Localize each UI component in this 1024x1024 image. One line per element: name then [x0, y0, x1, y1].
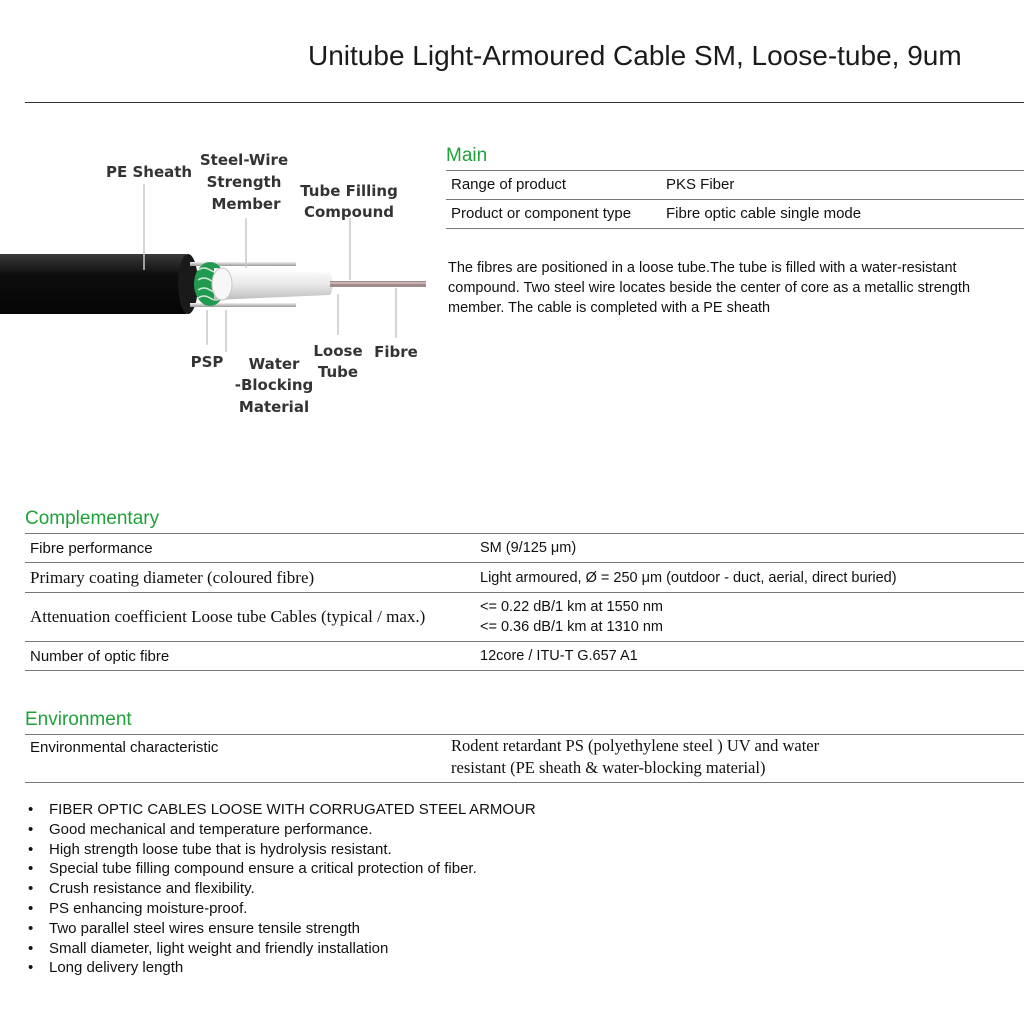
table-cell-key: Attenuation coefficient Loose tube Cables (typical / max.)	[30, 607, 426, 626]
list-item: • Good mechanical and temperature performance.	[25, 820, 536, 840]
label-steel-wire-3: Member	[211, 195, 281, 213]
pe-sheath-shape	[0, 254, 191, 314]
title-divider	[25, 102, 1024, 103]
table-cell-key: Fibre performance	[30, 539, 153, 557]
table-row	[25, 562, 1024, 592]
environment-heading: Environment	[25, 709, 132, 730]
description-line: The fibres are positioned in a loose tube.The tube is filled with a water-resistant	[448, 260, 957, 276]
label-loose-2: Tube	[317, 363, 359, 381]
list-item: • PS enhancing moisture-proof.	[25, 899, 536, 919]
label-water-1: Water	[248, 355, 300, 373]
main-row-key: Range of product	[451, 176, 567, 193]
main-row-value: Fibre optic cable single mode	[666, 205, 862, 222]
table-row	[25, 641, 1024, 671]
value-line: <= 0.22 dB/1 km at 1550 nm	[480, 599, 663, 615]
label-tube-filling-2: Compound	[303, 203, 395, 221]
table-cell-value	[480, 538, 1024, 558]
environment-value	[451, 735, 819, 779]
list-item: • Small diameter, light weight and friendly installation	[25, 939, 536, 959]
label-loose-1: Loose	[313, 342, 363, 360]
complementary-table	[25, 533, 1024, 671]
cable-cross-section-illustration	[0, 140, 430, 420]
table-cell-value	[480, 568, 1024, 588]
label-steel-wire-2: Strength	[206, 173, 282, 191]
main-description	[448, 258, 1024, 318]
table-cell-key: Number of optic fibre	[30, 647, 170, 665]
value-line: Rodent retardant PS (polyethylene steel ) UV and water	[451, 736, 820, 755]
table-row	[25, 592, 1024, 641]
cable-diagram	[0, 140, 430, 420]
list-item: • Long delivery length	[25, 958, 536, 978]
environment-key: Environmental characteristic	[30, 739, 219, 756]
main-heading: Main	[446, 145, 488, 166]
value-line: 12core / ITU-T G.657 A1	[480, 648, 638, 664]
label-pe-sheath: PE Sheath	[106, 163, 193, 181]
description-line: compound. Two steel wire locates beside the center of core as a metallic strength	[448, 280, 971, 296]
table-row	[25, 533, 1024, 562]
list-item: • High strength loose tube that is hydrolysis resistant.	[25, 840, 536, 860]
list-item: • Two parallel steel wires ensure tensile strength	[25, 919, 536, 939]
label-steel-wire-1: Steel-Wire	[199, 151, 289, 169]
value-line: SM (9/125 μm)	[480, 540, 577, 556]
main-row	[446, 170, 1024, 199]
description-line: member. The cable is completed with a PE sheath	[448, 300, 771, 316]
list-item: • Crush resistance and flexibility.	[25, 879, 536, 899]
label-water-2: -Blocking	[234, 376, 314, 394]
label-tube-filling-1: Tube Filling	[300, 182, 398, 200]
page-title: Unitube Light-Armoured Cable SM, Loose-tube, 9um	[308, 40, 962, 71]
value-line: resistant (PE sheath & water-blocking material)	[451, 758, 766, 777]
table-cell-value	[480, 597, 1024, 637]
list-item: • Special tube filling compound ensure a critical protection of fiber.	[25, 859, 536, 879]
main-row-key: Product or component type	[451, 205, 632, 222]
table-cell-value	[480, 646, 1024, 666]
value-line: <= 0.36 dB/1 km at 1310 nm	[480, 619, 663, 635]
label-fibre: Fibre	[374, 343, 418, 361]
main-row	[446, 199, 1024, 229]
value-line: Light armoured, Ø = 250 μm (outdoor - duct, aerial, direct buried)	[480, 569, 897, 586]
label-water-3: Material	[238, 398, 310, 416]
complementary-heading: Complementary	[25, 508, 160, 529]
environment-table	[25, 734, 1024, 783]
main-table	[446, 170, 1024, 229]
label-psp: PSP	[190, 353, 224, 371]
feature-list	[25, 800, 536, 978]
table-cell-key: Primary coating diameter (coloured fibre)	[30, 567, 315, 587]
list-item: • FIBER OPTIC CABLES LOOSE WITH CORRUGATED STEEL ARMOUR	[25, 800, 536, 820]
main-row-value: PKS Fiber	[666, 176, 735, 193]
